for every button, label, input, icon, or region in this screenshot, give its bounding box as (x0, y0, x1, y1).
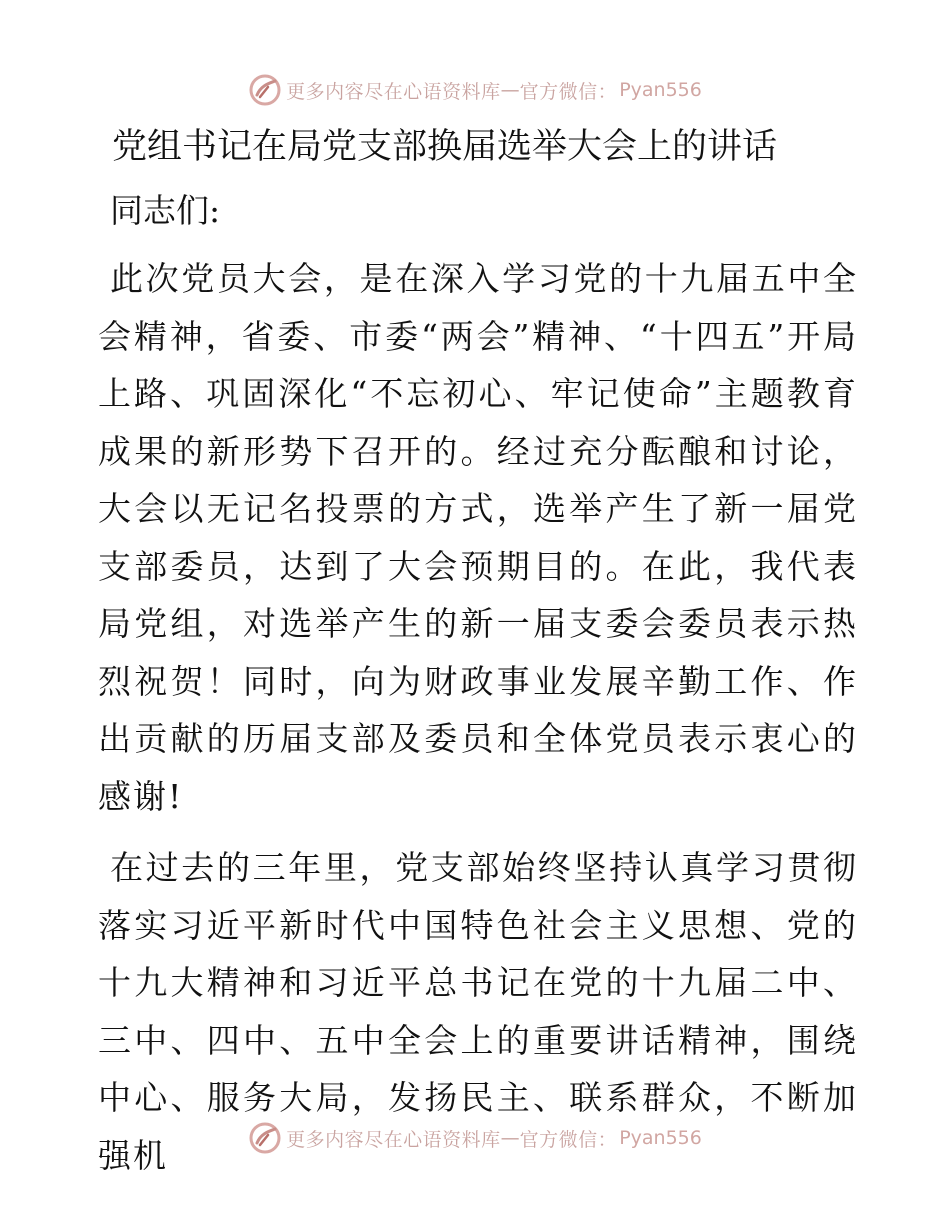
document-body (98, 120, 858, 1184)
paragraph-2: 在过去的三年里，党支部始终坚持认真学习贯彻落实习近平新时代中国特色社会主义思想、党的十九大精神和习近平总书记在党的十九届二中、三中、四中、五中全会上的重要讲话精神，围绕中心、服务大局，发扬民主、联系群众，不断加强机 (98, 848, 858, 1175)
watermark-text: 更多内容尽在心语资料库 (286, 1128, 501, 1151)
watermark-account: Pyan556 (619, 79, 702, 101)
watermark-label: 官方微信： (519, 1128, 618, 1151)
watermark-text: 更多内容尽在心语资料库 (286, 80, 501, 103)
document-title: 党组书记在局党支部换届选举大会上的讲话 (112, 127, 778, 167)
logo-icon (248, 73, 282, 107)
watermark-separator: — (500, 79, 520, 101)
footer-watermark (0, 1118, 950, 1158)
watermark-label: 官方微信： (519, 80, 618, 103)
salutation: 同志们: (110, 191, 221, 230)
paragraph-1: 此次党员大会，是在深入学习党的十九届五中全会精神，省委、市委“两会”精神、“十四五”开局上路、巩固深化“不忘初心、牢记使命”主题教育成果的新形势下召开的。经过充分酝酿和讨论，大会以无记名投票的方式，选举产生了新一届党支部委员，达到了大会预期目的。在此，我代表局党组，对选举产生的新一届支委会委员表示热烈祝贺！同时，向为财政事业发展辛勤工作、作出贡献的历届支部及委员和全体党员表示衷心的感谢! (98, 259, 858, 816)
logo-icon (248, 1121, 282, 1155)
watermark-separator: — (500, 1127, 520, 1149)
header-watermark (0, 70, 950, 110)
watermark-account: Pyan556 (619, 1127, 702, 1149)
